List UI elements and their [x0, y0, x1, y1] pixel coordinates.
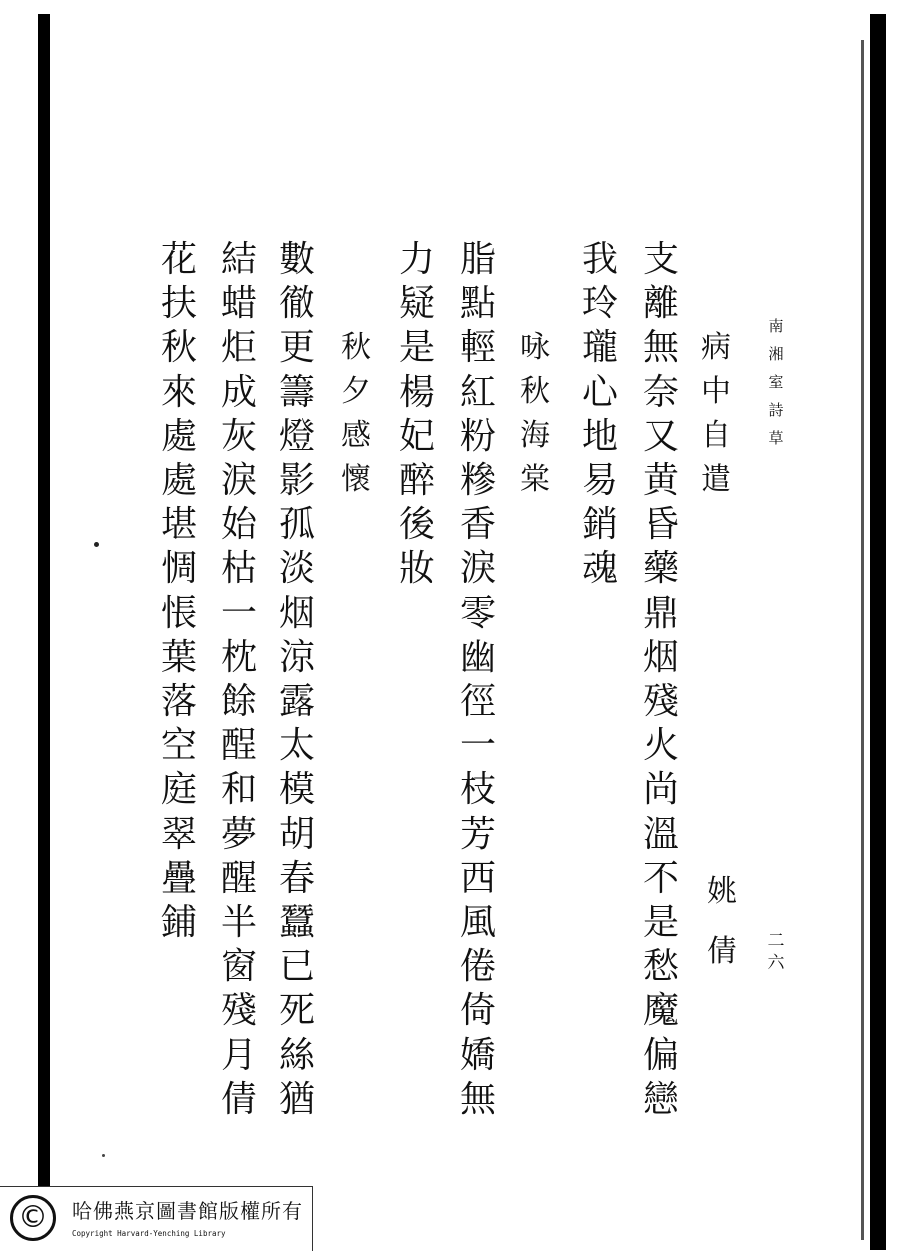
glyph: 紅	[459, 371, 496, 413]
poem-title	[511, 326, 559, 502]
glyph: 藥	[642, 548, 679, 590]
glyph: 酲	[220, 725, 257, 767]
glyph: 枕	[220, 636, 257, 678]
poem-line	[393, 238, 441, 592]
glyph: 奈	[642, 371, 679, 413]
glyph: 遣	[701, 462, 731, 497]
glyph: 殘	[220, 990, 257, 1032]
glyph: 是	[642, 902, 679, 944]
glyph: 昏	[642, 504, 679, 546]
glyph: 詩	[768, 401, 784, 419]
glyph: 糝	[459, 460, 496, 502]
glyph: 灰	[220, 415, 257, 457]
poem-line	[576, 238, 624, 592]
glyph: 疊	[160, 857, 197, 899]
glyph: 空	[160, 725, 197, 767]
glyph: 烟	[278, 592, 315, 634]
glyph: 室	[768, 373, 784, 391]
glyph: 成	[220, 371, 257, 413]
ink-speck	[94, 542, 99, 547]
glyph: 蜡	[220, 283, 257, 325]
glyph: 芳	[459, 813, 496, 855]
poem-line	[454, 238, 502, 1122]
glyph: 是	[398, 327, 435, 369]
glyph: 模	[278, 769, 315, 811]
glyph: 香	[459, 504, 496, 546]
glyph: 已	[278, 946, 315, 988]
glyph: 火	[642, 725, 679, 767]
glyph: 棠	[520, 462, 550, 497]
poem-title	[692, 326, 740, 502]
copyright-stamp	[0, 1186, 313, 1251]
glyph: 絲	[278, 1034, 315, 1076]
glyph: 魂	[581, 548, 618, 590]
glyph: 妝	[398, 548, 435, 590]
glyph: 炬	[220, 327, 257, 369]
ink-speck	[102, 1154, 105, 1157]
glyph: 處	[160, 415, 197, 457]
glyph: 海	[520, 418, 550, 453]
glyph: 淚	[459, 548, 496, 590]
glyph: 倩	[707, 934, 737, 969]
poem-line	[637, 238, 685, 1122]
glyph: 西	[459, 857, 496, 899]
glyph: 影	[278, 460, 315, 502]
glyph: 枯	[220, 548, 257, 590]
glyph: 二	[767, 931, 785, 951]
glyph: 扶	[160, 283, 197, 325]
glyph: 易	[581, 460, 618, 502]
glyph: 中	[701, 374, 731, 409]
glyph: 處	[160, 460, 197, 502]
running-header	[752, 312, 800, 452]
glyph: 姚	[707, 874, 737, 909]
glyph: 溫	[642, 813, 679, 855]
glyph: 露	[278, 681, 315, 723]
glyph: 離	[642, 283, 679, 325]
glyph: 春	[278, 857, 315, 899]
glyph: 猶	[278, 1078, 315, 1120]
glyph: 烟	[642, 636, 679, 678]
glyph: 夕	[341, 374, 371, 409]
glyph: 輕	[459, 327, 496, 369]
copyright-text-english: Copyright Harvard-Yenching Library	[72, 1229, 226, 1238]
glyph: 南	[768, 317, 784, 335]
glyph: 疑	[398, 283, 435, 325]
glyph: 尚	[642, 769, 679, 811]
glyph: 倩	[220, 1078, 257, 1120]
glyph: 庭	[160, 769, 197, 811]
glyph: 結	[220, 239, 257, 280]
glyph: 花	[160, 239, 197, 280]
glyph: 淡	[278, 548, 315, 590]
page-number	[752, 930, 800, 974]
glyph: 鼎	[642, 592, 679, 634]
glyph: 楊	[398, 371, 435, 413]
glyph: 鋪	[160, 902, 197, 944]
glyph: 幽	[459, 636, 496, 678]
page-gutter-shadow	[38, 14, 50, 1186]
page-edge-line	[861, 40, 864, 1240]
glyph: 餘	[220, 681, 257, 723]
glyph: 銷	[581, 504, 618, 546]
glyph: 粉	[459, 415, 496, 457]
glyph: 惆	[160, 548, 197, 590]
glyph: 懷	[341, 462, 371, 497]
poem-line	[215, 238, 263, 1122]
copyright-text-chinese: 哈佛燕京圖書館版權所有	[72, 1199, 303, 1223]
glyph: 無	[459, 1078, 496, 1120]
glyph: 孤	[278, 504, 315, 546]
glyph: 夢	[220, 813, 257, 855]
poem-author	[698, 862, 746, 982]
glyph: 感	[341, 418, 371, 453]
glyph: 半	[220, 902, 257, 944]
poem-line	[273, 238, 321, 1122]
glyph: 始	[220, 504, 257, 546]
glyph: 秋	[341, 330, 371, 365]
glyph: 秋	[160, 327, 197, 369]
glyph: 力	[398, 239, 435, 280]
glyph: 妃	[398, 415, 435, 457]
glyph: 病	[701, 330, 731, 365]
glyph: 翠	[160, 813, 197, 855]
glyph: 更	[278, 327, 315, 369]
glyph: 六	[767, 953, 785, 973]
copyright-icon: ©	[10, 1195, 56, 1241]
glyph: 瓏	[581, 327, 618, 369]
glyph: 一	[220, 592, 257, 634]
glyph: 淚	[220, 460, 257, 502]
glyph: 我	[581, 239, 618, 280]
glyph: 點	[459, 283, 496, 325]
glyph: 支	[642, 239, 679, 280]
glyph: 倚	[459, 990, 496, 1032]
glyph: 地	[581, 415, 618, 457]
glyph: 一	[459, 725, 496, 767]
glyph: 窗	[220, 946, 257, 988]
glyph: 戀	[642, 1078, 679, 1120]
glyph: 黄	[642, 460, 679, 502]
glyph: 脂	[459, 239, 496, 280]
glyph: 偏	[642, 1034, 679, 1076]
glyph: 燈	[278, 415, 315, 457]
glyph: 又	[642, 415, 679, 457]
page-edge-shadow	[870, 14, 886, 1250]
glyph: 風	[459, 902, 496, 944]
glyph: 後	[398, 504, 435, 546]
glyph: 心	[581, 371, 618, 413]
glyph: 悵	[160, 592, 197, 634]
glyph: 徹	[278, 283, 315, 325]
glyph: 數	[278, 239, 315, 280]
glyph: 草	[768, 429, 784, 447]
glyph: 嬌	[459, 1034, 496, 1076]
glyph: 月	[220, 1034, 257, 1076]
glyph: 自	[701, 418, 731, 453]
glyph: 殘	[642, 681, 679, 723]
glyph: 愁	[642, 946, 679, 988]
glyph: 倦	[459, 946, 496, 988]
glyph: 落	[160, 681, 197, 723]
glyph: 胡	[278, 813, 315, 855]
poem-title	[332, 326, 380, 502]
glyph: 太	[278, 725, 315, 767]
glyph: 玲	[581, 283, 618, 325]
glyph: 蠶	[278, 902, 315, 944]
glyph: 徑	[459, 681, 496, 723]
glyph: 葉	[160, 636, 197, 678]
glyph: 咏	[520, 330, 550, 365]
glyph: 堪	[160, 504, 197, 546]
glyph: 魔	[642, 990, 679, 1032]
glyph: 枝	[459, 769, 496, 811]
glyph: 醉	[398, 460, 435, 502]
poem-line	[155, 238, 203, 945]
glyph: 醒	[220, 857, 257, 899]
glyph: 涼	[278, 636, 315, 678]
glyph: 湘	[768, 345, 784, 363]
glyph: 無	[642, 327, 679, 369]
glyph: 秋	[520, 374, 550, 409]
glyph: 死	[278, 990, 315, 1032]
glyph: 和	[220, 769, 257, 811]
glyph: 來	[160, 371, 197, 413]
glyph: 不	[642, 857, 679, 899]
glyph: 籌	[278, 371, 315, 413]
glyph: 零	[459, 592, 496, 634]
